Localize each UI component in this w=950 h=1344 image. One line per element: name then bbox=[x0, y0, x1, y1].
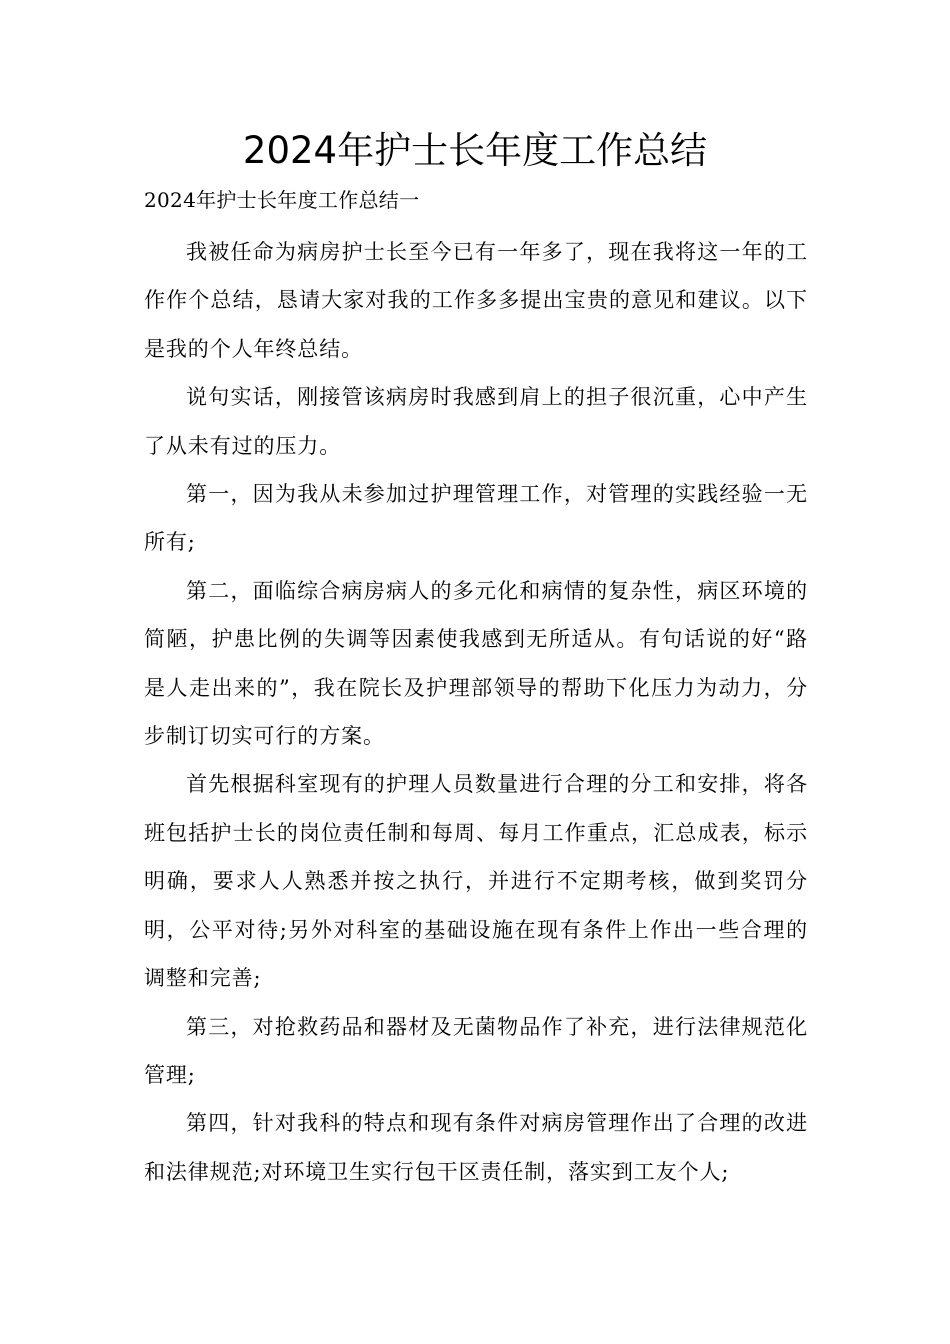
document-body bbox=[144, 180, 808, 1196]
paragraph: 第一，因为我从未参加过护理管理工作，对管理的实践经验一无所有; bbox=[144, 482, 808, 555]
section-heading: 2024年护士长年度工作总结一 bbox=[144, 188, 420, 212]
paragraph: 说句实话，刚接管该病房时我感到肩上的担子很沉重，心中产生了从未有过的压力。 bbox=[144, 385, 808, 458]
document-title: 2024年护士长年度工作总结 bbox=[242, 129, 708, 172]
paragraph: 第三，对抢救药品和器材及无菌物品作了补充，进行法律规范化管理; bbox=[144, 1014, 808, 1087]
paragraph: 首先根据科室现有的护理人员数量进行合理的分工和安排，将各班包括护士长的岗位责任制和每周、每月工作重点，汇总成表，标示明确，要求人人熟悉并按之执行，并进行不定期考核，做到奖罚分明，公平对待;另外对科室的基础设施在现有条件上作出一些合理的调整和完善; bbox=[144, 772, 808, 991]
paragraph: 我被任命为病房护士长至今已有一年多了，现在我将这一年的工作作个总结，恳请大家对我的工作多多提出宝贵的意见和建议。以下是我的个人年终总结。 bbox=[144, 240, 808, 361]
paragraph: 第二，面临综合病房病人的多元化和病情的复杂性，病区环境的简陋，护患比例的失调等因素使我感到无所适从。有句话说的好“路是人走出来的”，我在院长及护理部领导的帮助下化压力为动力，分步制订切实可行的方案。 bbox=[144, 578, 808, 749]
paragraph: 第四，针对我科的特点和现有条件对病房管理作出了合理的改进和法律规范;对环境卫生实行包干区责任制，落实到工友个人; bbox=[144, 1111, 808, 1184]
